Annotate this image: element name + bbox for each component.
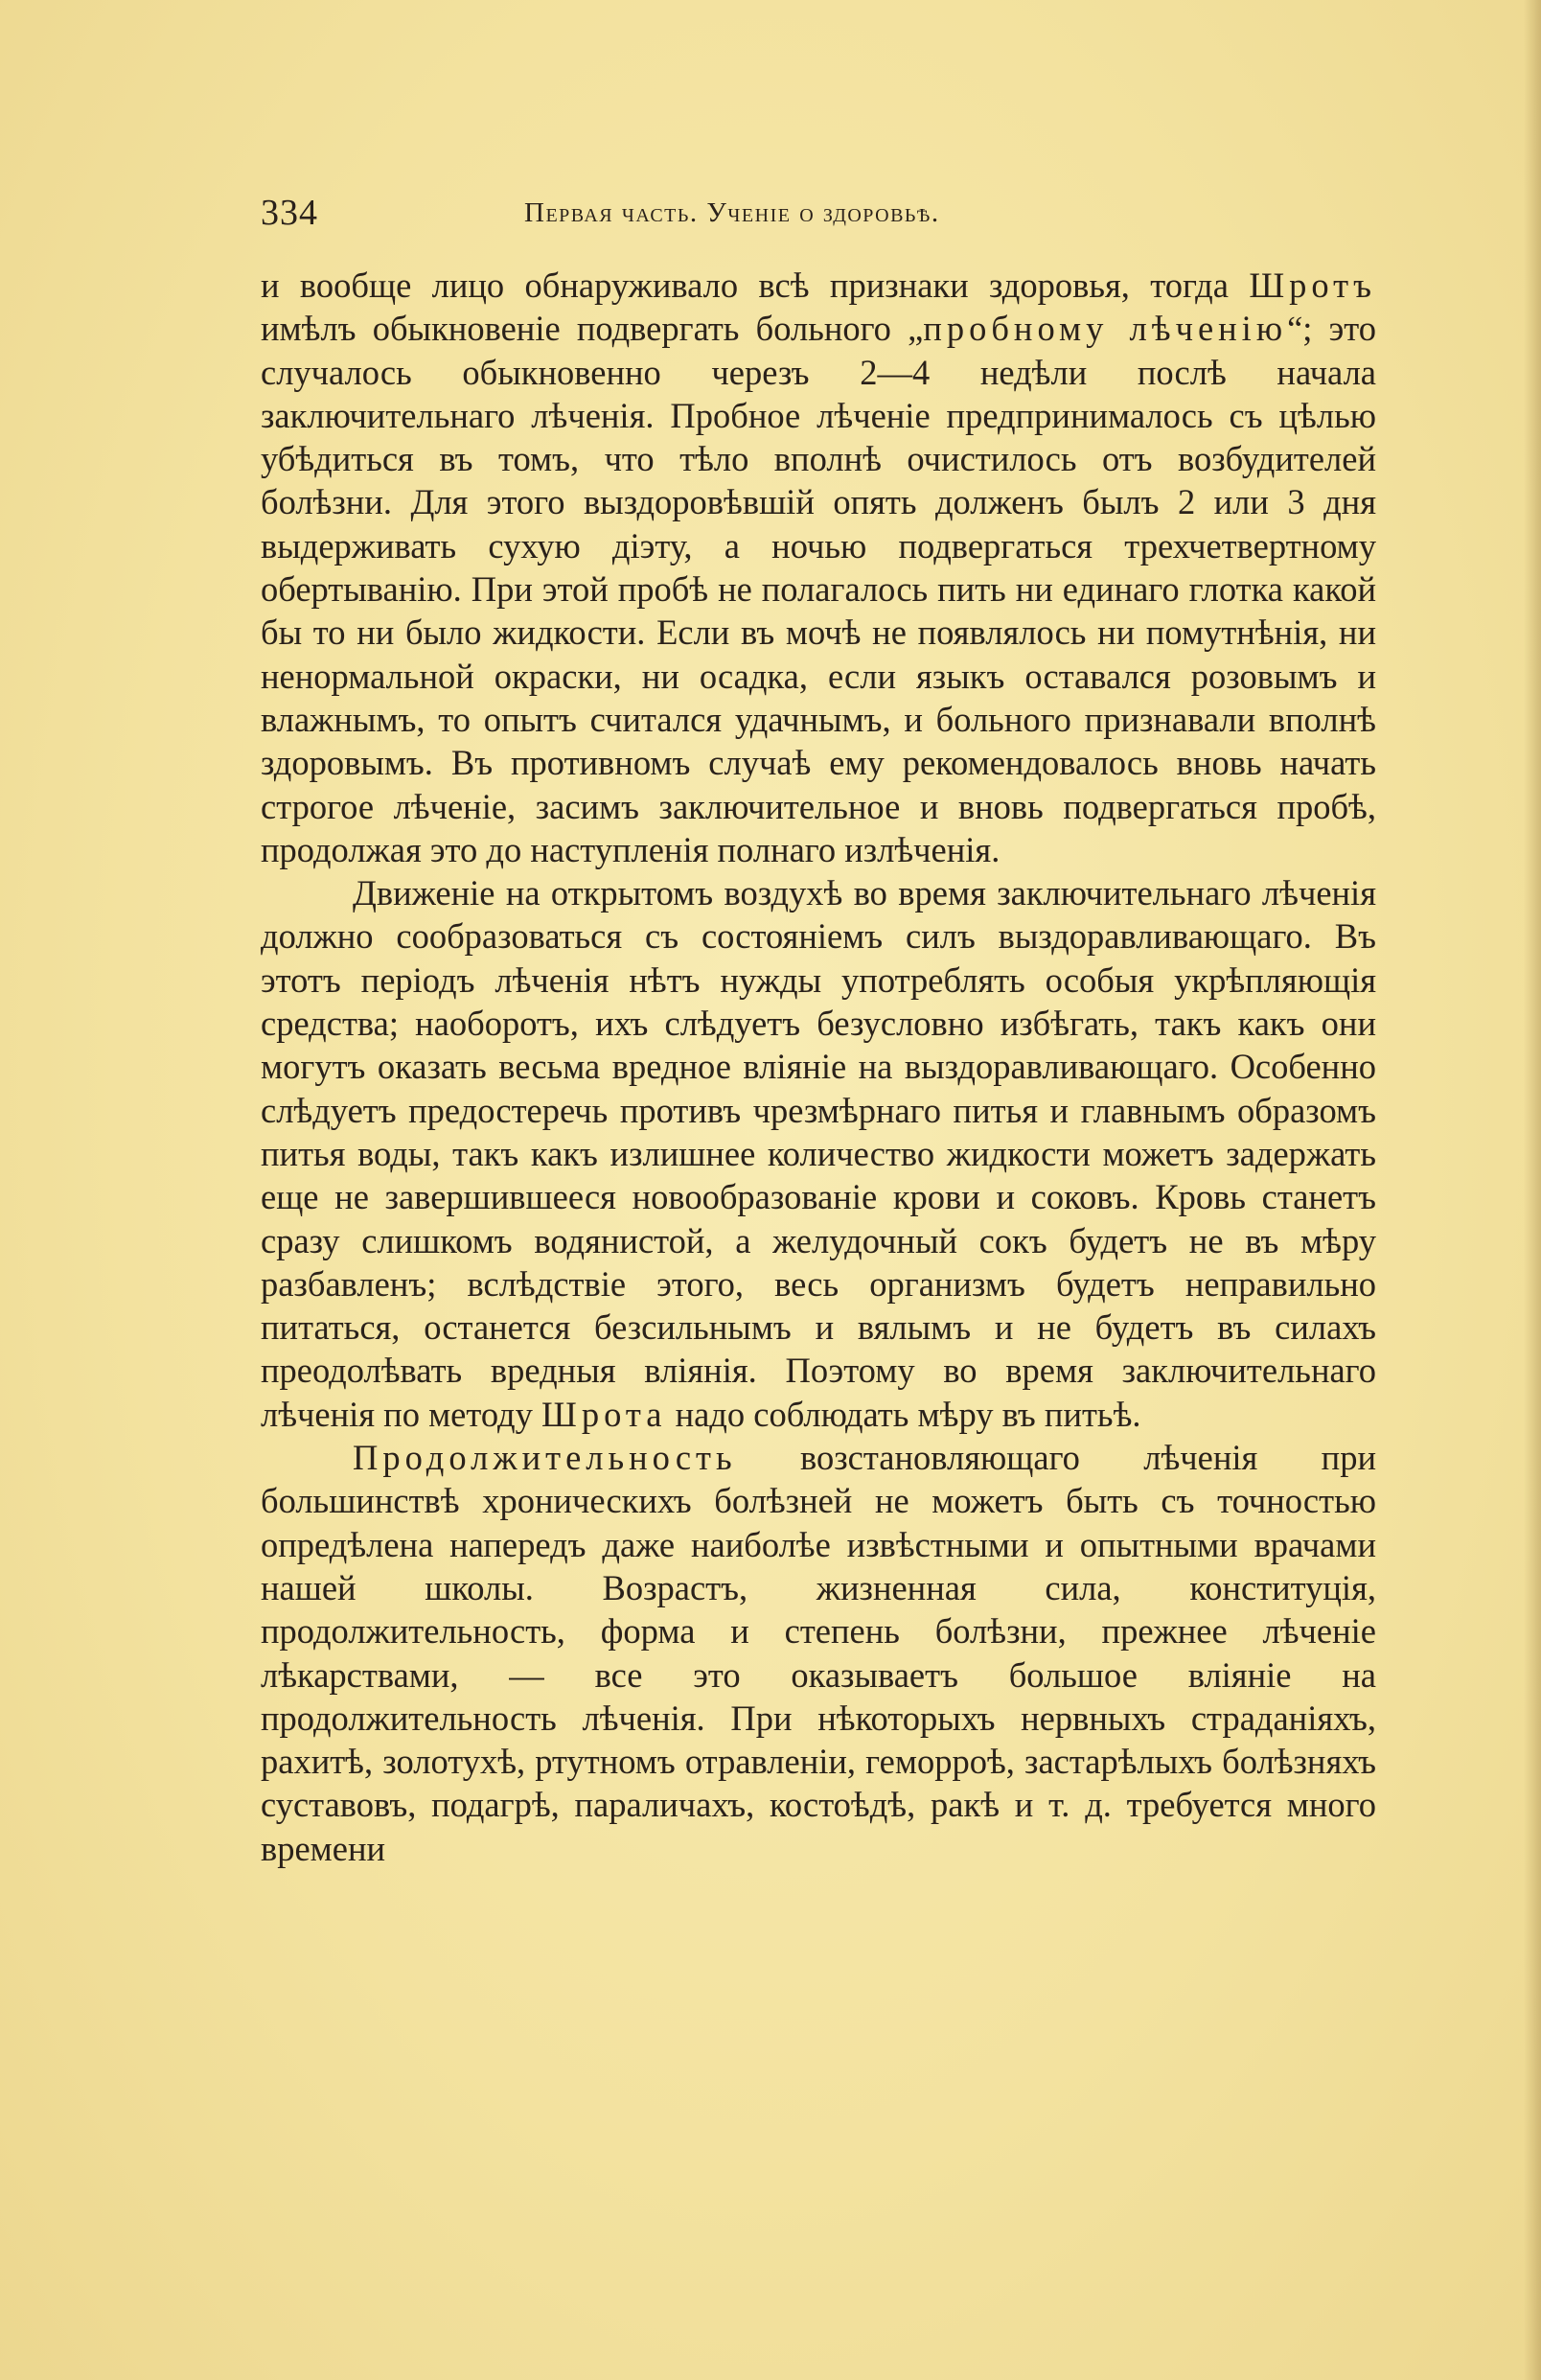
text-segment: Движеніе на открытомъ воздухѣ во время заключительнаго лѣченія должно сообразоваться съ состояніемъ силъ выздоравливающаго. Въ этотъ періодъ лѣченія нѣтъ нужды употреблять особыя укрѣпляющія средства; наоборотъ, ихъ слѣдуетъ безусловно избѣгать, такъ какъ они могутъ оказать весьма вредное вліяніе на выздоравливающаго. Особенно слѣдуетъ предостеречь противъ чрезмѣрнаго питья и главнымъ образомъ питья воды, такъ какъ излишнее количество жидкости можетъ задержать еще не завершившееся новообразованіе крови и соковъ. Кровь станетъ сразу слишкомъ водянистой, а желудочный сокъ будетъ не въ мѣру разбавленъ; вслѣдствіе этого, весь организмъ будетъ неправильно питаться, останется безсильнымъ и вялымъ и не будетъ въ силахъ преодолѣвать вредныя вліянія. Поэтому во время заключительнаго лѣченія по методу	[261, 873, 1376, 1434]
spaced-name: Шрота	[541, 1394, 667, 1434]
spaced-term: пробному лѣченію	[923, 309, 1288, 349]
body-text	[261, 264, 1376, 1870]
text-segment: и вообще лицо обнаруживало всѣ признаки здоровья, тогда	[261, 266, 1250, 305]
text-segment: надо соблюдать мѣру въ питьѣ.	[666, 1394, 1141, 1434]
paragraph-2	[261, 871, 1376, 1436]
page-edge-shadow	[1524, 0, 1541, 2380]
text-segment: имѣлъ обыкновеніе подвергать больного „	[261, 309, 924, 349]
text-segment: возстановляющаго лѣченія при большинствѣ хроническихъ болѣзней не можетъ быть съ точностью опредѣлена напередъ даже наиболѣе извѣстными и опытными врачами нашей школы. Возрастъ, жизненная сила, конституція, продолжительность, форма и степень болѣзни, прежнее лѣченіе лѣкарствами, — все это оказываетъ большое вліяніе на продолжительность лѣченія. При нѣкоторыхъ нервныхъ страданіяхъ, рахитѣ, золотухѣ, ртутномъ отравленіи, геморроѣ, застарѣлыхъ болѣзняхъ суставовъ, подагрѣ, параличахъ, костоѣдѣ, ракѣ и т. д. требуется много времени	[261, 1438, 1376, 1868]
paragraph-1	[261, 264, 1376, 871]
text-segment: “; это случалось обыкновенно черезъ 2—4 недѣли послѣ начала заключительнаго лѣченія. Пробное лѣченіе предпринималось съ цѣлью убѣдиться въ томъ, что тѣло вполнѣ очистилось отъ возбудителей болѣзни. Для этого выздоровѣвшій опять долженъ былъ 2 или 3 дня выдерживать сухую діэту, а ночью подвергаться трехчетвертному обертыванію. При этой пробѣ не полагалось пить ни единаго глотка какой бы то ни было жидкости. Если въ мочѣ не появлялось ни помутнѣнія, ни ненормальной окраски, ни осадка, если языкъ оставался розовымъ и влажнымъ, то опытъ считался удачнымъ, и больного признавали вполнѣ здоровымъ. Въ противномъ случаѣ ему рекомендовалось вновь начать строгое лѣченіе, засимъ заключительное и вновь подвергаться пробѣ, продолжая это до наступленія полнаго излѣченія.	[261, 309, 1377, 869]
page-number: 334	[261, 193, 318, 233]
page-header	[261, 192, 1372, 240]
running-head: Первая часть. Ученіе о здоровьѣ.	[524, 197, 940, 228]
spaced-term: Продолжительность	[353, 1438, 737, 1478]
spaced-name: Шротъ	[1249, 266, 1376, 305]
paragraph-3	[261, 1436, 1376, 1870]
